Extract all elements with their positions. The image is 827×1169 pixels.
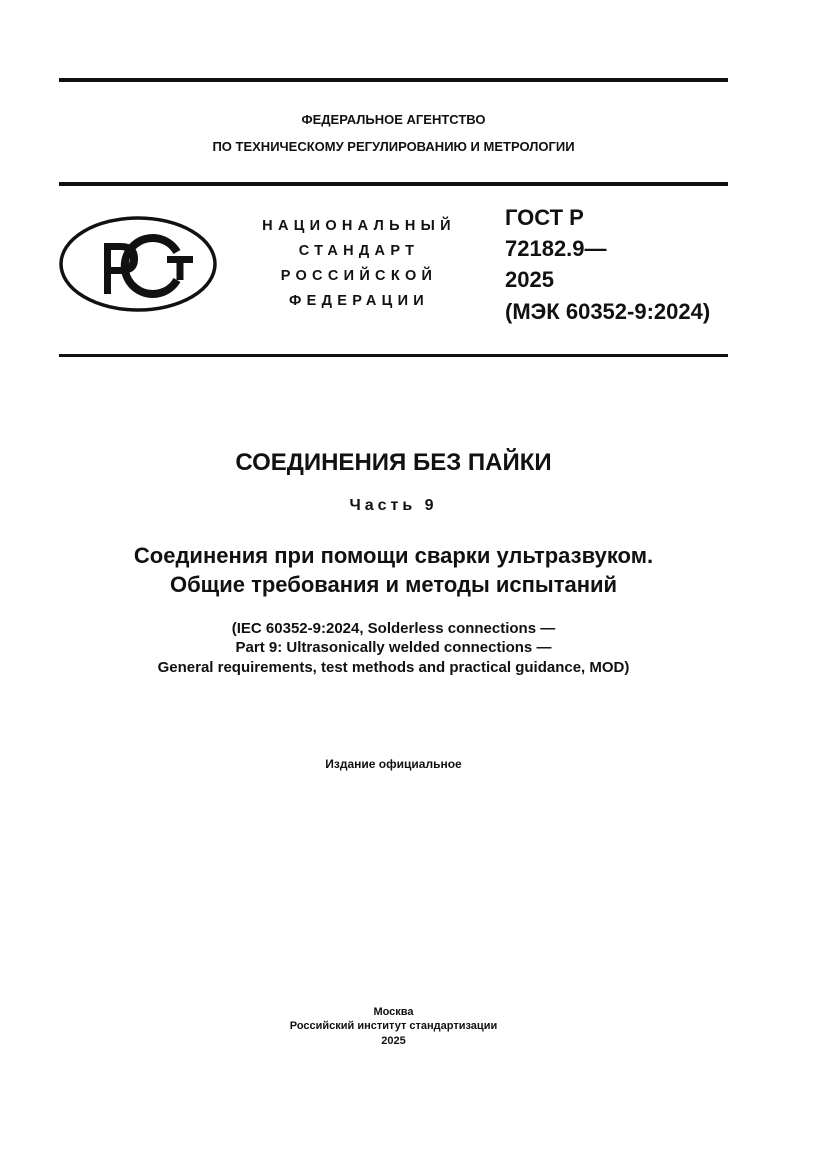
iec-reference-line-1: (IEC 60352-9:2024, Solderless connections — <box>231 620 556 637</box>
imprint-city: Москва <box>373 1006 414 1018</box>
iec-reference-line-2: Part 9: Ultrasonically welded connections — <box>235 639 552 656</box>
designation-line-2: 72182.9— <box>505 236 607 261</box>
gost-r-logo-icon <box>59 216 217 312</box>
designation-line-4: (МЭК 60352-9:2024) <box>505 299 711 324</box>
standard-type-line-3: РОССИЙСКОЙ <box>280 268 438 284</box>
designation-line-3: 2025 <box>505 267 554 292</box>
subtitle-line-2: Общие требования и методы испытаний <box>169 572 618 597</box>
part-number: Часть 9 <box>349 497 438 514</box>
designation-line-1: ГОСТ Р <box>505 205 584 230</box>
subtitle-line-1: Соединения при помощи сварки ультразвуком. <box>133 543 654 568</box>
bottom-rule <box>59 354 728 357</box>
iec-reference-line-3: General requirements, test methods and practical guidance, MOD) <box>157 659 630 676</box>
header-rule <box>59 182 728 186</box>
imprint-publisher: Российский институт стандартизации <box>289 1020 498 1032</box>
agency-line-2: ПО ТЕХНИЧЕСКОМУ РЕГУЛИРОВАНИЮ И МЕТРОЛОГИИ <box>212 139 575 154</box>
agency-line-1: ФЕДЕРАЛЬНОЕ АГЕНТСТВО <box>301 112 486 127</box>
main-title: СОЕДИНЕНИЯ БЕЗ ПАЙКИ <box>235 449 552 476</box>
top-rule <box>59 78 728 82</box>
standard-type-line-4: ФЕДЕРАЦИИ <box>288 293 430 309</box>
standard-type-line-2: СТАНДАРТ <box>298 243 420 259</box>
imprint-year: 2025 <box>381 1035 406 1047</box>
edition-label: Издание официальное <box>325 757 462 771</box>
standard-type-line-1: НАЦИОНАЛЬНЫЙ <box>262 218 456 234</box>
